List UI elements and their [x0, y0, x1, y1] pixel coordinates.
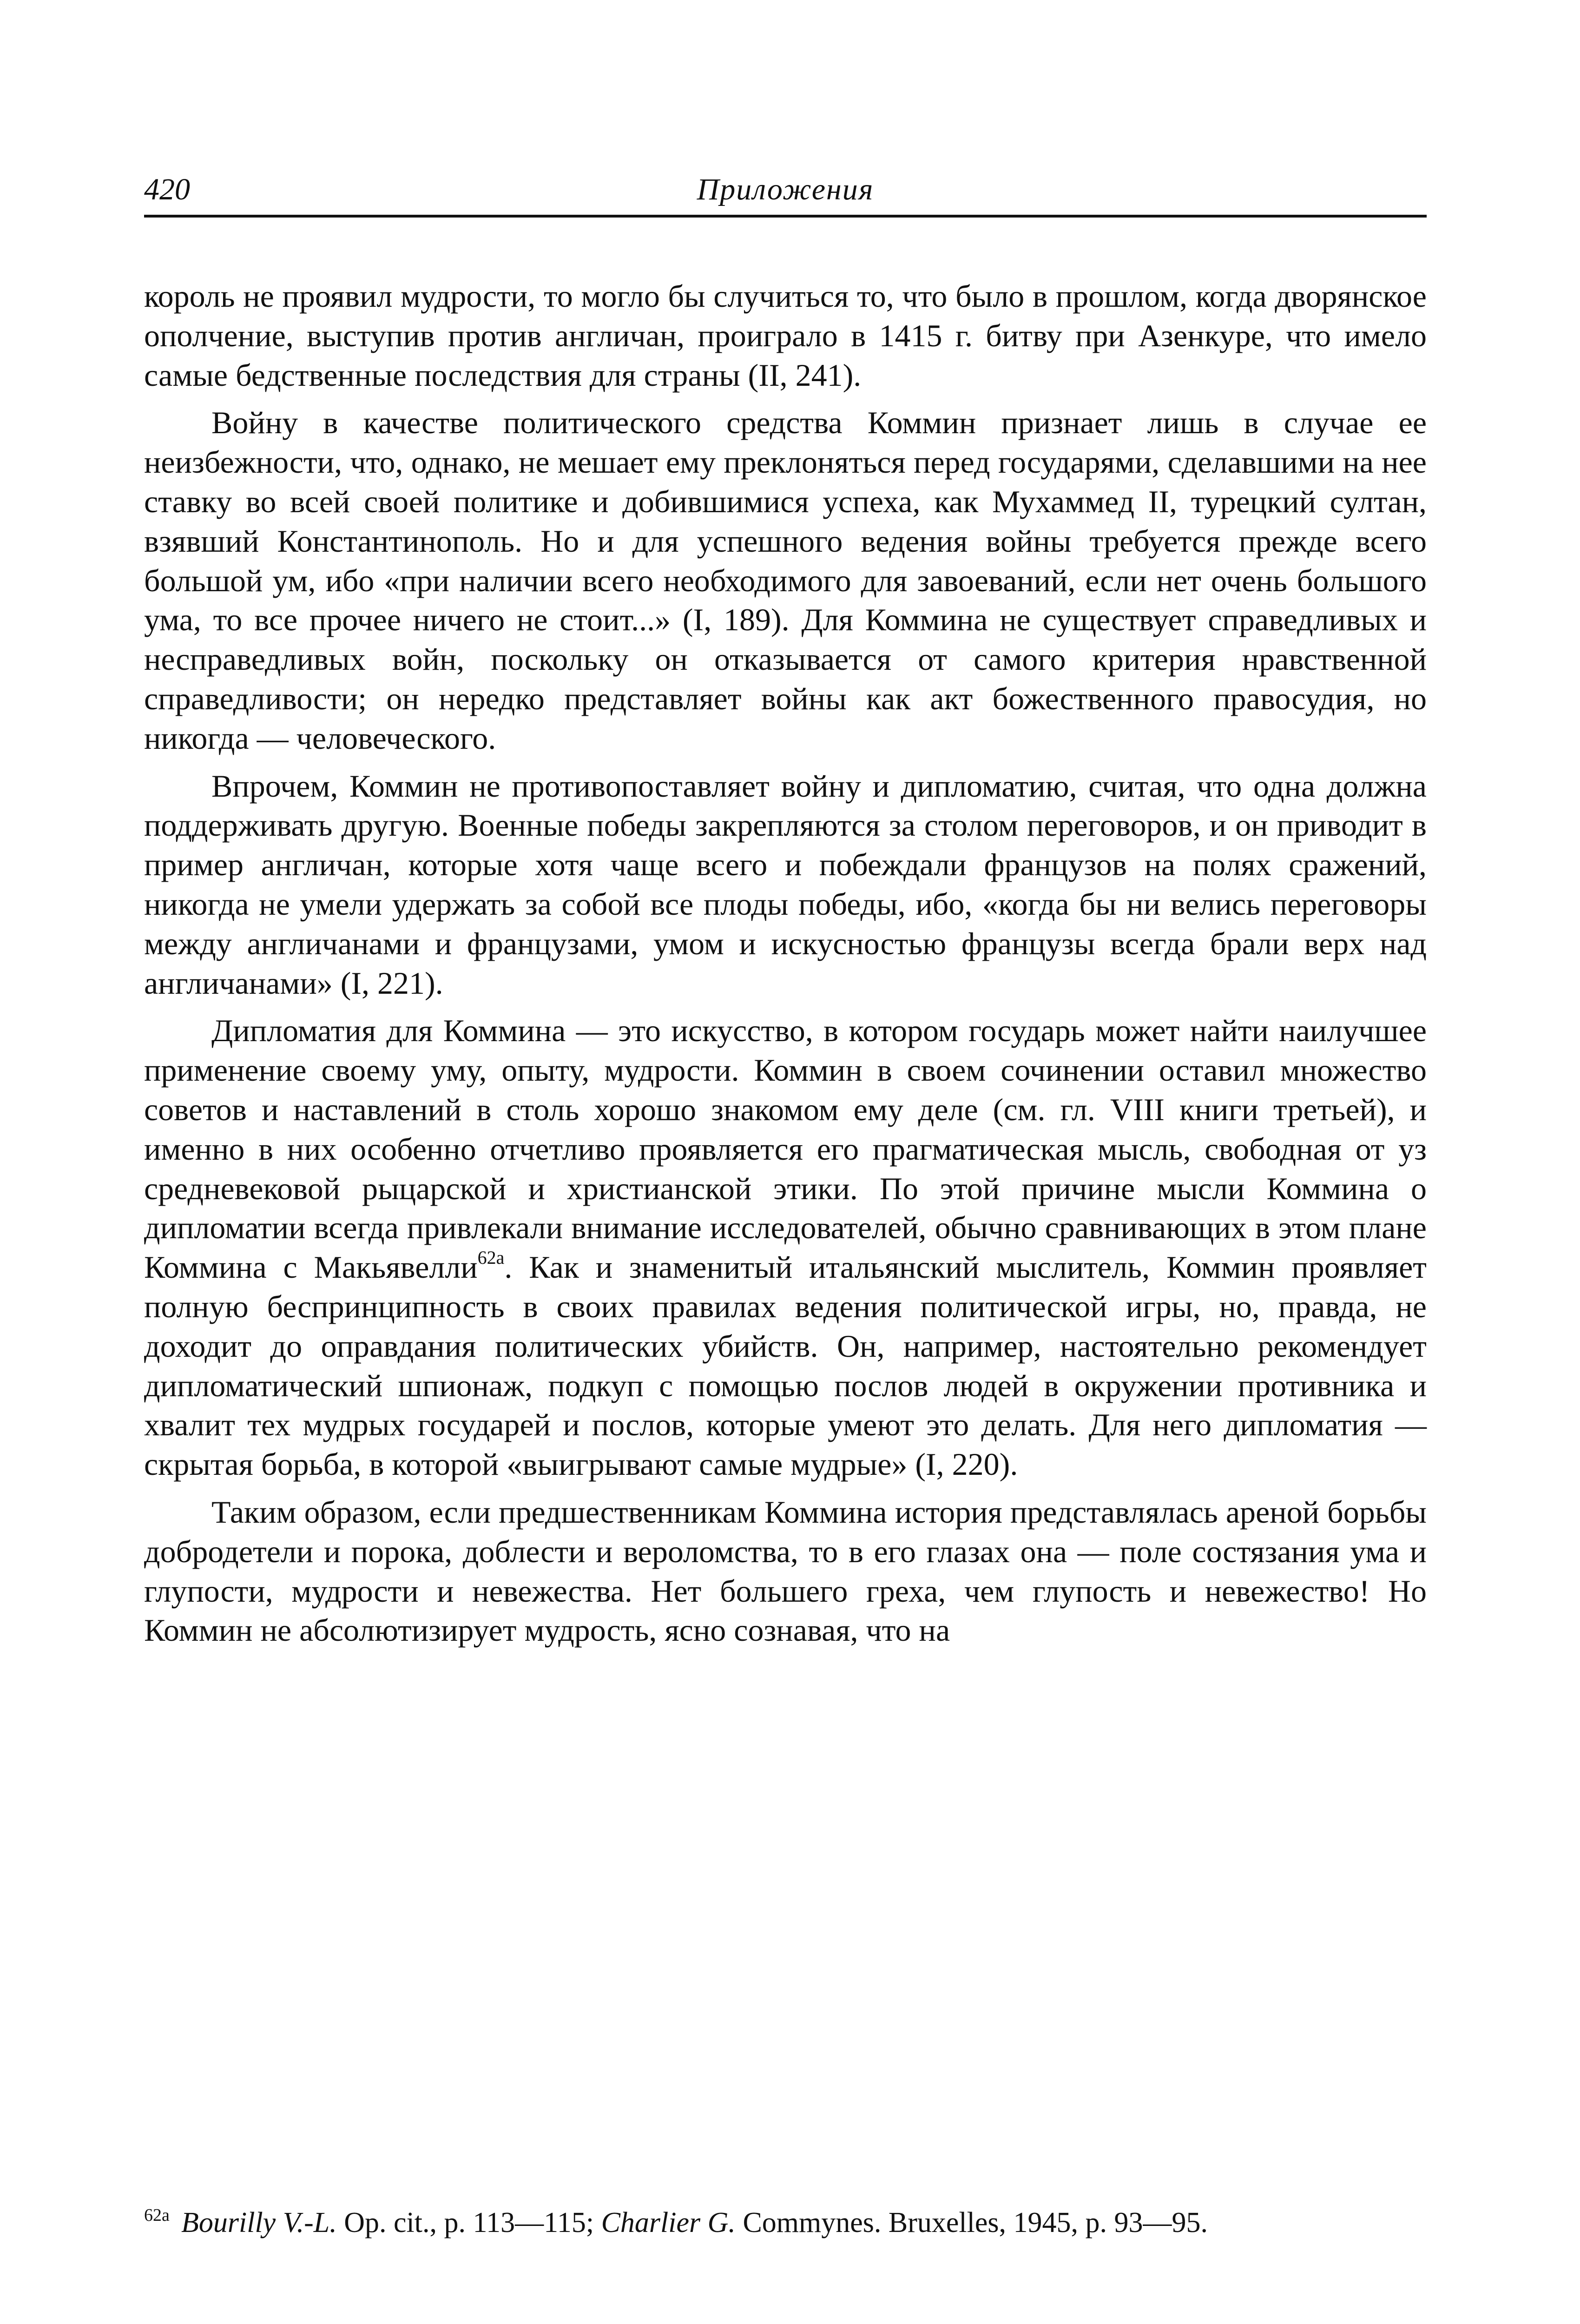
- page-number: 420: [144, 172, 190, 206]
- paragraph-diplomacy-war: Впрочем, Коммин не противопоставляет войну и дипломатию, считая, что одна должна поддерживать другую. Военные победы закрепляются за столом переговоров, и он приводит в пример англичан, которые хотя чаще всего и побеждали французов на полях сражений, никогда не умели удержать за собой все плоды победы, ибо, «когда бы ни велись переговоры между англичанами и французами, умом и искусностью французы всегда брали верх над англичанами» (I, 221).: [144, 768, 1427, 1001]
- paragraph-conclusion: Таким образом, если предшественникам Коммина история представлялась ареной борьбы добродетели и порока, доблести и вероломства, то в его глазах она — поле состязания ума и глупости, мудрости и невежества. Нет большего греха, чем глупость и невежество! Но Коммин не абсолютизирует мудрость, ясно сознавая, что на: [144, 1494, 1427, 1648]
- footnote-author: Charlier G.: [601, 2207, 736, 2238]
- paragraph-text-after-ref: . Как и знаменитый итальянский мыслитель, Коммин проявляет полную беспринципность в своих правилах ведения политической игры, но, правда, не доходит до оправдания политических убийств. Он, например, настоятельно рекомендует дипломатический шпионаж, подкуп с помощью послов людей в окружении противника и хвалит тех мудрых государей и послов, которые умеют это делать. Для него дипломатия — скрытая борьба, в которой «выигрывают самые мудрые» (I, 220).: [144, 1249, 1427, 1482]
- footnote-reference[interactable]: 62a: [477, 1247, 505, 1268]
- footnote-62a: 62a Bourilly V.-L. Op. cit., p. 113—115; Charlier G. Commynes. Bruxelles, 1945, p. 93—95.: [144, 2205, 1208, 2238]
- section-title: Приложения: [697, 172, 874, 206]
- footnote-author: Bourilly V.-L.: [181, 2207, 337, 2238]
- footnote-text: Op. cit., p. 113—115;: [336, 2207, 601, 2238]
- header-rule: [144, 215, 1427, 218]
- footnote-text: Commynes. Bruxelles, 1945, p. 93—95.: [735, 2207, 1208, 2238]
- paragraph-diplomacy-art: [144, 1011, 1427, 1484]
- footnotes: [144, 2203, 1427, 2242]
- main-text: [144, 277, 1427, 1650]
- book-page: [144, 0, 1427, 2324]
- paragraph-war: Войну в качестве политического средства Коммин признает лишь в случае ее неизбежности, что, однако, не мешает ему преклоняться перед государями, сделавшими на нее ставку во всей своей политике и добившимися успеха, как Мухаммед II, турецкий султан, взявший Константинополь. Но и для успешного ведения войны требуется прежде всего большой ум, ибо «при наличии всего необходимого для завоеваний, если нет очень большого ума, то все прочее ничего не стоит...» (I, 189). Для Коммина не существует справедливых и несправедливых войн, поскольку он отказывается от самого критерия нравственной справедливости; он нередко представляет войны как акт божественного правосудия, но никогда — человеческого.: [144, 405, 1427, 756]
- paragraph-continuation: король не проявил мудрости, то могло бы случиться то, что было в прошлом, когда дворянское ополчение, выступив против англичан, проиграло в 1415 г. битву при Азенкуре, что имело самые бедственные последствия для страны (II, 241).: [144, 278, 1427, 393]
- paragraph-text-before-ref: Дипломатия для Коммина — это искусство, в котором государь может найти наилучшее применение своему уму, опыту, мудрости. Коммин в своем сочинении оставил множество советов и наставлений в столь хорошо знакомом ему деле (см. гл. VIII книги третьей), и именно в них особенно отчетливо проявляется его прагматическая мысль, свободная от уз средневековой рыцарской и христианской этики. По этой причине мысли Коммина о дипломатии всегда привлекали внимание исследователей, обычно сравнивающих в этом плане Коммина с Макьявелли: [144, 1013, 1427, 1285]
- running-head: [144, 167, 1427, 218]
